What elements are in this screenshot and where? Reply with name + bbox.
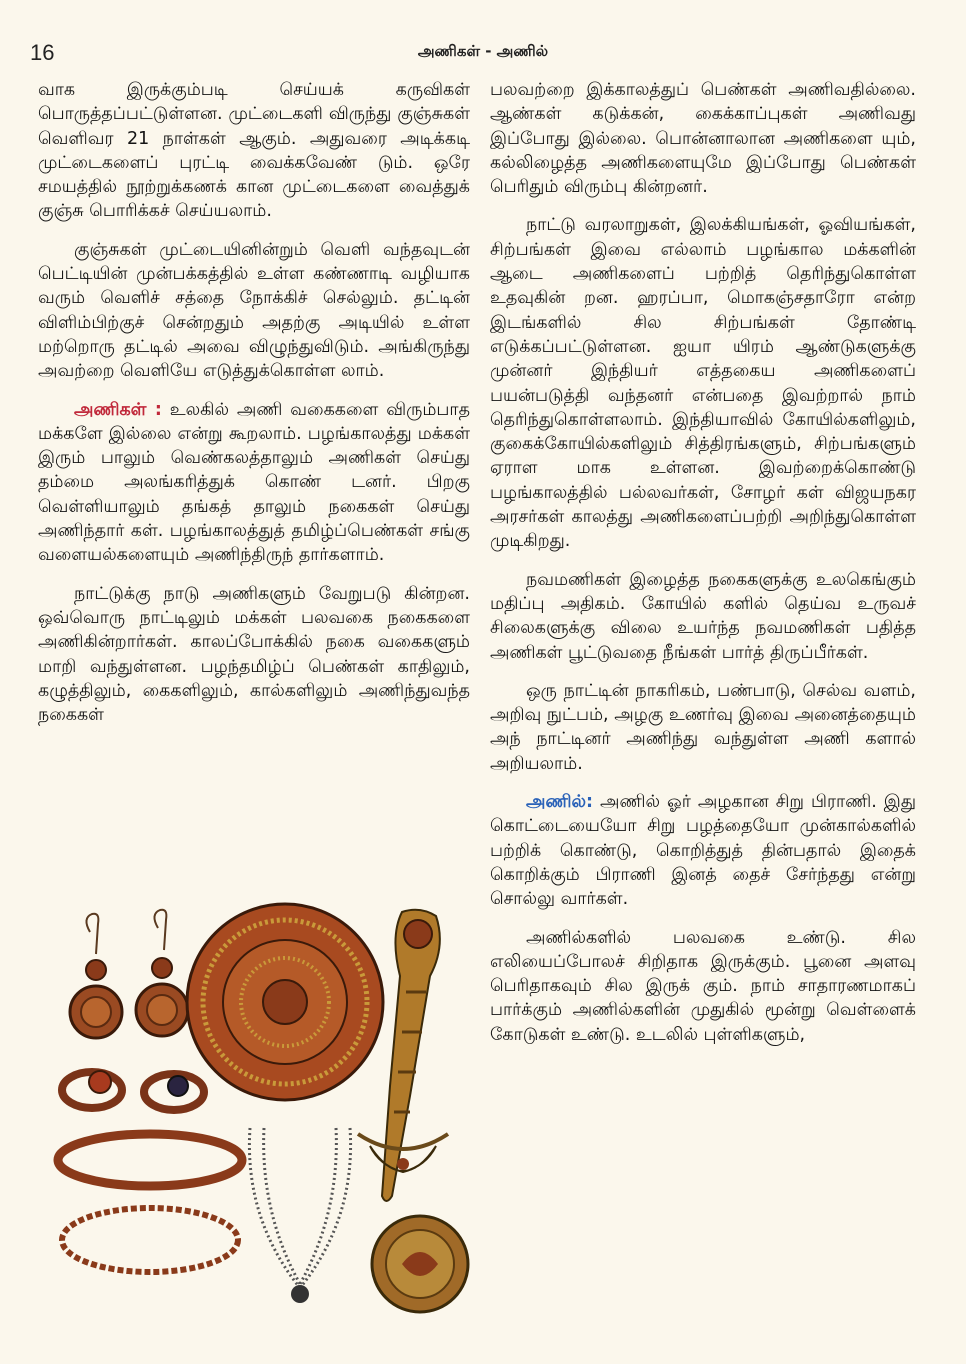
bangle-top	[58, 1134, 242, 1186]
left-column	[38, 78, 470, 741]
earring-right	[136, 910, 188, 1036]
jewelry-illustration	[50, 902, 480, 1342]
jewelry-illustration-svg	[50, 902, 480, 1342]
earring-left	[70, 914, 122, 1038]
entry-text: உலகில் அணி வகைகளை விரும்பாத மக்களே இல்லை என்று கூறலாம். பழங்காலத்து மக்கள் இரும் பாலும் வெண்கலத்தாலும் அணிகள் செய்து தம்மை அலங்கரித்துக் கொண் டனர். பிறகு வெள்ளியாலும் தங்கத் தாலும் நகைகள் செய்து அணிந்தார் கள். பழங்காலத்துத் தமிழ்ப்பெண்கள் சங்கு வளையல்களையும் அணிந்திருந் தார்களாம்.	[38, 399, 470, 566]
round-brooch	[372, 1216, 468, 1312]
paragraph: வாக இருக்கும்படி செய்யக் கருவிகள் பொருத்தப்பட்டுள்ளன. முட்டைகளி விருந்து குஞ்சுகள் வெளிவர 21 நாள்கள் ஆகும். அதுவரை அடிக்கடி முட்டைகளைப் புரட்டி வைக்கவேண் டும். ஒரே சமயத்தில் நூற்றுக்கணக் கான முட்டைகளை வைத்துக் குஞ்சு பொரிக்கச் செய்யலாம்.	[38, 80, 470, 222]
right-column	[490, 78, 916, 1061]
paragraph-ornaments	[38, 398, 470, 568]
paragraph: நாட்டுக்கு நாடு அணிகளும் வேறுபடு கின்றன. ஒவ்வொரு நாட்டிலும் மக்கள் பலவகை நகைகளை அணிகின்றார்கள். காலப்போக்கில் நகை வகைகளும் மாறி வந்துள்ளன. பழந்தமிழ்ப் பெண்கள் காதிலும், கழுத்திலும், கைகளிலும், கால்களிலும் அணிந்துவந்த நகைகள்	[38, 583, 470, 726]
ring-left	[62, 1071, 122, 1108]
bangle-bottom	[62, 1208, 238, 1272]
ring-right	[144, 1074, 204, 1110]
paragraph: நவமணிகள் இழைத்த நகைகளுக்கு உலகெங்கும் மதிப்பு அதிகம். கோயில் களில் தெய்வ உருவச் சிலைகளுக்கு விலை உயர்ந்த நவமணிகள் பதித்த அணிகள் பூட்டுவதை நீங்கள் பார்த் திருப்பீர்கள்.	[490, 569, 916, 663]
paragraph: அணில்களில் பலவகை உண்டு. சில எலியைப்போலச் சிறிதாக இருக்கும். பூனை அளவு பெரிதாகவும் சில இருக் கும். நாம் சாதாரணமாகப் பார்க்கும் அணில்களின் முதுகில் மூன்று வெள்ளைக் கோடுகள் உண்டு. உடலில் புள்ளிகளும்,	[490, 927, 916, 1045]
entry-term-ornaments: அணிகள் :	[74, 399, 162, 420]
running-header: அணிகள் - அணில்	[417, 42, 549, 60]
disc-ornament	[187, 904, 383, 1100]
paragraph: குஞ்சுகள் முட்டையினின்றும் வெளி வந்தவுடன் பெட்டியின் முன்பக்கத்தில் உள்ள கண்ணாடி வழியாக வரும் வெளிச் சத்தை நோக்கிச் செல்லும். தட்டின் விளிம்பிற்குச் சென்றதும் அதற்கு அடியில் உள்ள மற்றொரு தட்டில் அவை விழுந்துவிடும். அங்கிருந்து அவற்றை வெளியே எடுத்துக்கொள்ள லாம்.	[38, 239, 470, 382]
hair-ornament	[382, 910, 440, 1201]
paragraph-squirrel	[490, 790, 916, 911]
paragraph: பலவற்றை இக்காலத்துப் பெண்கள் அணிவதில்லை. ஆண்கள் கடுக்கன், கைக்காப்புகள் அணிவது இப்போது இல்லை. பொன்னாலான அணிகளை யும், கல்லிழைத்த அணிகளையுமே இப்போது பெண்கள் பெரிதும் விரும்பு கின்றனர்.	[490, 80, 916, 198]
entry-term-squirrel: அணில்:	[526, 792, 594, 813]
paragraph: நாட்டு வரலாறுகள், இலக்கியங்கள், ஓவியங்கள், சிற்பங்கள் இவை எல்லாம் பழங்கால மக்களின் ஆடை அணிகளைப் பற்றித் தெரிந்துகொள்ள உதவுகின் றன. ஹரப்பா, மொகஞ்சதாரோ என்ற இடங்களில் சில சிற்பங்கள் தோண்டி எடுக்கப்பட்டுள்ளன. ஐயா யிரம் ஆண்டுகளுக்கு முன்னர் இந்தியர் எத்தகைய அணிகளைப் பயன்படுத்தி வந்தனர் என்பதை இவற்றால் நாம் தெரிந்துகொள்ளலாம். இந்தியாவில் கோயில்களிலும், குகைக்கோயில்களிலும் சித்திரங்களும், சிற்பங்களும் ஏராள மாக உள்ளன. இவற்றைக்கொண்டு பழங்காலத்தில் பல்லவர்கள், சோழர் கள் விஜயநகர அரசர்கள் காலத்து அணிகளைப்பற்றி அறிந்துகொள்ள முடிகிறது.	[490, 215, 916, 552]
pearl-necklace	[249, 1128, 350, 1303]
paragraph: ஒரு நாட்டின் நாகரிகம், பண்பாடு, செல்வ வளம், அறிவு நுட்பம், அழகு உணர்வு இவை அனைத்தையும் அந் நாட்டினர் அணிந்து வந்துள்ள அணி களால் அறியலாம்.	[490, 680, 916, 774]
entry-text: அணில் ஓர் அழகான சிறு பிராணி. இது கொட்டையையோ சிறு பழத்தையோ முன்கால்களில் பற்றிக் கொண்டு, கொறித்துத் தின்பதால் இதைக் கொறிக்கும் பிராணி இனத் தைச் சேர்ந்தது என்று சொல்லு வார்கள்.	[490, 792, 916, 910]
page-number: 16	[30, 40, 55, 65]
